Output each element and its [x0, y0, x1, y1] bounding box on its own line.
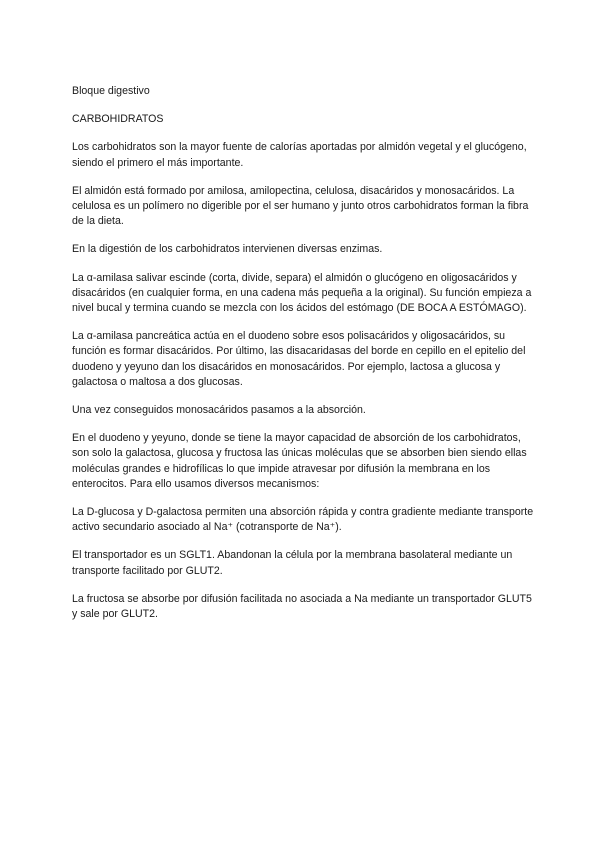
paragraph: En la digestión de los carbohidratos intervienen diversas enzimas. [72, 243, 383, 256]
section-heading: CARBOHIDRATOS [72, 113, 164, 126]
document-title: Bloque digestivo [72, 85, 150, 97]
paragraph: La D-glucosa y D-galactosa permiten una absorción rápida y contra gradiente mediante transporte activo secundario asociado al Na⁺ (cotransporte de Na⁺). [72, 506, 534, 534]
paragraph: El almidón está formado por amilosa, amilopectina, celulosa, disacáridos y monosacáridos. La celulosa es un polímero no digerible por el ser humano y junto otros carbohidratos forman la fibra de la dieta. [72, 184, 529, 228]
paragraph: La fructosa se absorbe por difusión facilitada no asociada a Na mediante un transportador GLUT5 y sale por GLUT2. [72, 592, 532, 621]
paragraph: En el duodeno y yeyuno, donde se tiene la mayor capacidad de absorción de los carbohidratos, son solo la galactosa, glucosa y fructosa las únicas moléculas que se absorben bien siendo ellas moléculas grandes e hidrofílicas lo que impide atravesar por difusión la membrana en los enterocitos. Para ello usamos diversos mecanismos: [72, 432, 527, 490]
paragraph: La α-amilasa pancreática actúa en el duodeno sobre esos polisacáridos y oligosacáridos, su función es formar disacáridos. Por último, las disacaridasas del borde en cepillo en el epitelio del duodeno y yeyuno dan los disacáridos en monosacáridos. Por ejemplo, lactosa a glucosa y galactosa o maltosa a dos glucosas. [72, 330, 526, 388]
paragraph: El transportador es un SGLT1. Abandonan la célula por la membrana basolateral mediante un transporte facilitado por GLUT2. [72, 549, 513, 577]
paragraph: Una vez conseguidos monosacáridos pasamos a la absorción. [72, 404, 366, 417]
paragraph: La α-amilasa salivar escinde (corta, divide, separa) el almidón o glucógeno en oligosacáridos y disacáridos (en cualquier forma, en una cadena más pequeña a la original). Su función empieza a nivel bucal y termina cuando se mezcla con los ácidos del estómago (DE BOCA A ESTÓMAGO). [72, 271, 532, 315]
document-body [72, 84, 534, 635]
paragraph: Los carbohidratos son la mayor fuente de calorías aportadas por almidón vegetal y el glucógeno, siendo el primero el más importante. [72, 141, 527, 169]
